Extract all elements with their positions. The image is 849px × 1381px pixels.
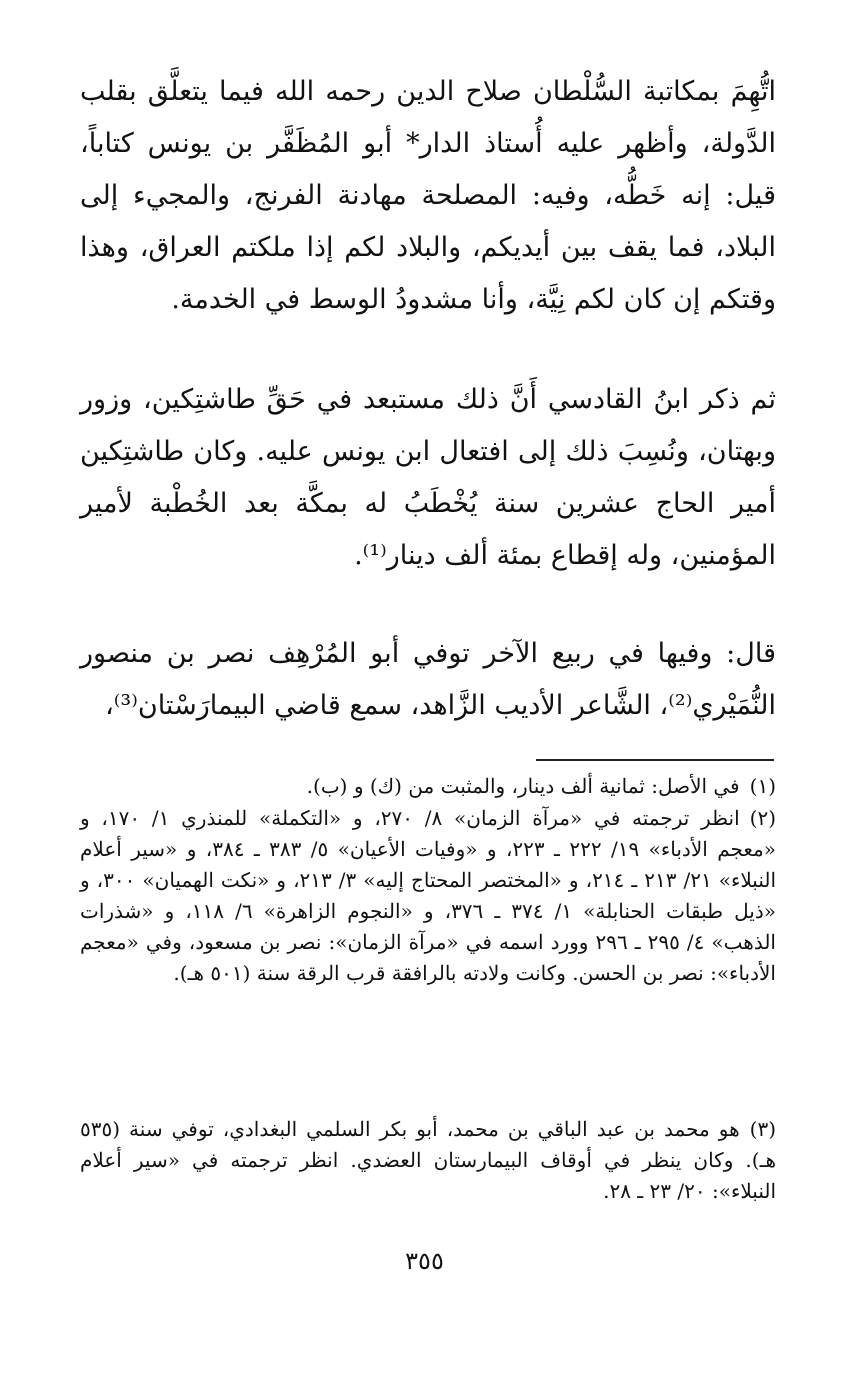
body-paragraph-2: ثم ذكر ابنُ القادسي أَنَّ ذلك مستبعد في حَقِّ طاشتِكين، وزور وبهتان، ونُسِبَ ذلك إلى افتعال ابن يونس عليه. وكان طاشتِكين أمير الحاج عشرين سنة يُخْطَبُ له بمكَّة بعد الخُطْبة لأمير المؤمنين، وله إقطاع بمئة ألف دينار⁽¹⁾. (80, 384, 776, 571)
footnote-2-text: انظر ترجمته في «مرآة الزمان» ٨/ ٢٧٠، و «التكملة» للمنذري ١/ ١٧٠، و «معجم الأدباء» ١٩/ ٢٢٢ ـ ٢٢٣، و «وفيات الأعيان» ٥/ ٣٨٣ ـ ٣٨٤، و «سير أعلام النبلاء» ٢١/ ٢١٣ ـ ٢١٤، و «المختصر المحتاج إليه» ٣/ ٢١٣، و «نكت الهميان» ٣٠٠، و «ذيل طبقات الحنابلة» ١/ ٣٧٤ ـ ٣٧٦، و «النجوم الزاهرة» ٦/ ١١٨، و «شذرات الذهب» ٤/ ٢٩٥ ـ ٢٩٦ وورد اسمه في «مرآة الزمان»: نصر بن مسعود، وفي «معجم الأدباء»: نصر بن الحسن. وكانت ولادته بالرافقة قرب الرقة سنة (٥٠١ هـ). (80, 806, 777, 985)
footnote-1-number: (١) (749, 774, 776, 798)
footnote-3-text: هو محمد بن عبد الباقي بن محمد، أبو بكر السلمي البغدادي، توفي سنة (٥٣٥ هـ). وكان ينظر في أوقاف البيمارستان العضدي. انظر ترجمته في «سير أعلام النبلاء»: ٢٠/ ٢٣ ـ ٢٨. (80, 1117, 777, 1203)
footnote-2-number: (٢) (749, 806, 776, 830)
footnote-1-text: في الأصل: ثمانية ألف دينار، والمثبت من (ك) و (ب). (306, 774, 740, 798)
footnote-2 (80, 803, 776, 989)
body-paragraph-1: اتُّهِمَ بمكاتبة السُّلْطان صلاح الدين رحمه الله فيما يتعلَّق بقلب الدَّولة، وأظهر عليه أُستاذ الدار* أبو المُظَفَّر بن يونس كتاباً، قيل: إنه خَطُّه، وفيه: المصلحة مهادنة الفرنج، والمجيء إلى البلاد، فما يقف بين أيديكم، والبلاد لكم إذا ملكتم العراق، وهذا وقتكم إن كان لكم نِيَّة، وأنا مشدودُ الوسط في الخدمة. (80, 76, 776, 315)
page-number: ٣٥٥ (405, 1247, 444, 1275)
body-paragraph-3: قال: وفيها في ربيع الآخر توفي أبو المُرْهِف نصر بن منصور النُّمَيْري⁽²⁾، الشَّاعر الأديب الزَّاهد، سمع قاضي البيمارَسْتان⁽³⁾، (80, 638, 776, 721)
footnote-3 (80, 1114, 776, 1207)
footnote-3-number: (٣) (749, 1117, 776, 1141)
footnote-separator (536, 759, 774, 761)
footnote-1 (80, 771, 776, 802)
